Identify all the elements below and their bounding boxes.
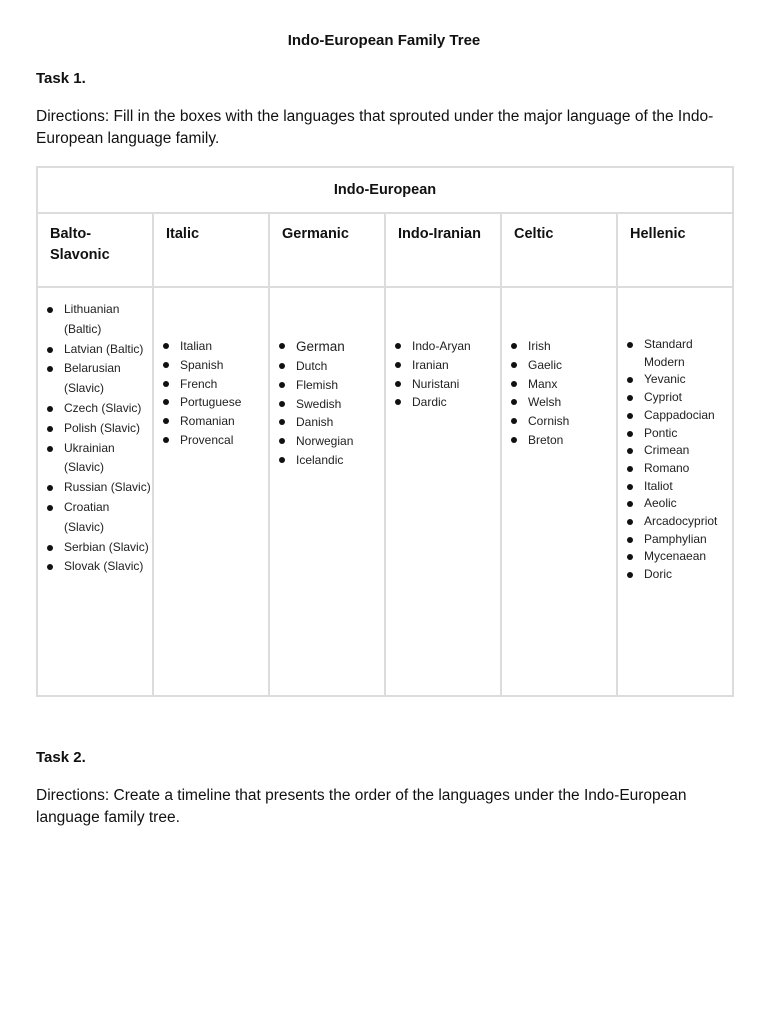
language-item: Croatian (Slavic) (64, 498, 152, 538)
language-item: Cypriot (644, 389, 732, 407)
language-item: Iranian (412, 356, 500, 375)
language-item: Aeolic (644, 495, 732, 513)
language-item: Nuristani (412, 375, 500, 394)
branch-header-germanic: Germanic (269, 213, 385, 287)
language-item: Mycenaean (644, 548, 732, 566)
language-item: Belarusian (Slavic) (64, 359, 152, 399)
branch-cell-celtic (501, 287, 617, 696)
language-item: Czech (Slavic) (64, 399, 152, 419)
language-item: Provencal (180, 431, 268, 450)
language-item: Romanian (180, 412, 268, 431)
language-item: Swedish (296, 395, 384, 414)
language-item: Italiot (644, 478, 732, 496)
language-item: Flemish (296, 376, 384, 395)
language-item: Dutch (296, 357, 384, 376)
task1-heading: Task 1. (36, 70, 86, 87)
language-list-germanic (270, 288, 384, 470)
language-list-hellenic (618, 288, 732, 584)
branch-cell-hellenic (617, 287, 733, 696)
language-item: Cappadocian (644, 407, 732, 425)
branch-header-italic: Italic (153, 213, 269, 287)
language-item: Arcadocypriot (644, 513, 732, 531)
page-title: Indo-European Family Tree (287, 32, 481, 49)
language-item: Breton (528, 431, 616, 450)
language-item: Danish (296, 413, 384, 432)
task1-directions: Directions: Fill in the boxes with the languages that sprouted under the major language of the Indo-European language family. (36, 108, 714, 147)
language-item: Romano (644, 460, 732, 478)
branch-cell-italic (153, 287, 269, 696)
language-item: Norwegian (296, 432, 384, 451)
language-list-balto-slavonic (38, 288, 152, 577)
task2-directions: Directions: Create a timeline that presents the order of the languages under the Indo-European language family tree. (36, 787, 687, 826)
branch-header-celtic: Celtic (501, 213, 617, 287)
language-item: Doric (644, 566, 732, 584)
branch-header-indo-iranian: Indo-Iranian (385, 213, 501, 287)
language-item: Italian (180, 337, 268, 356)
language-item: Polish (Slavic) (64, 419, 152, 439)
language-list-celtic (502, 288, 616, 450)
language-item: Ukrainian (Slavic) (64, 439, 152, 479)
language-item: Irish (528, 337, 616, 356)
language-item: Standard Modern (644, 336, 732, 371)
task2-heading: Task 2. (36, 749, 86, 766)
root-language-cell: Indo-European (37, 167, 733, 213)
language-item: Dardic (412, 393, 500, 412)
branch-cell-indo-iranian (385, 287, 501, 696)
language-item: Slovak (Slavic) (64, 557, 152, 577)
language-item: Manx (528, 375, 616, 394)
branch-cell-balto-slavonic (37, 287, 153, 696)
family-tree-table (36, 166, 734, 697)
language-item: Icelandic (296, 451, 384, 470)
language-item: Pamphylian (644, 531, 732, 549)
branch-header-balto-slavonic: Balto-Slavonic (37, 213, 153, 287)
language-item: Russian (Slavic) (64, 478, 152, 498)
language-item: Cornish (528, 412, 616, 431)
language-list-indo-iranian (386, 288, 500, 412)
language-item: Welsh (528, 393, 616, 412)
language-item: Serbian (Slavic) (64, 538, 152, 558)
language-item: Crimean (644, 442, 732, 460)
language-item: German (296, 337, 384, 357)
language-item: Latvian (Baltic) (64, 340, 152, 360)
language-item: Yevanic (644, 371, 732, 389)
language-item: Portuguese (180, 393, 268, 412)
language-item: Indo-Aryan (412, 337, 500, 356)
language-item: Pontic (644, 425, 732, 443)
language-item: Gaelic (528, 356, 616, 375)
language-item: French (180, 375, 268, 394)
branch-cell-germanic (269, 287, 385, 696)
language-item: Lithuanian (Baltic) (64, 300, 152, 340)
language-list-italic (154, 288, 268, 450)
branch-header-hellenic: Hellenic (617, 213, 733, 287)
language-item: Spanish (180, 356, 268, 375)
